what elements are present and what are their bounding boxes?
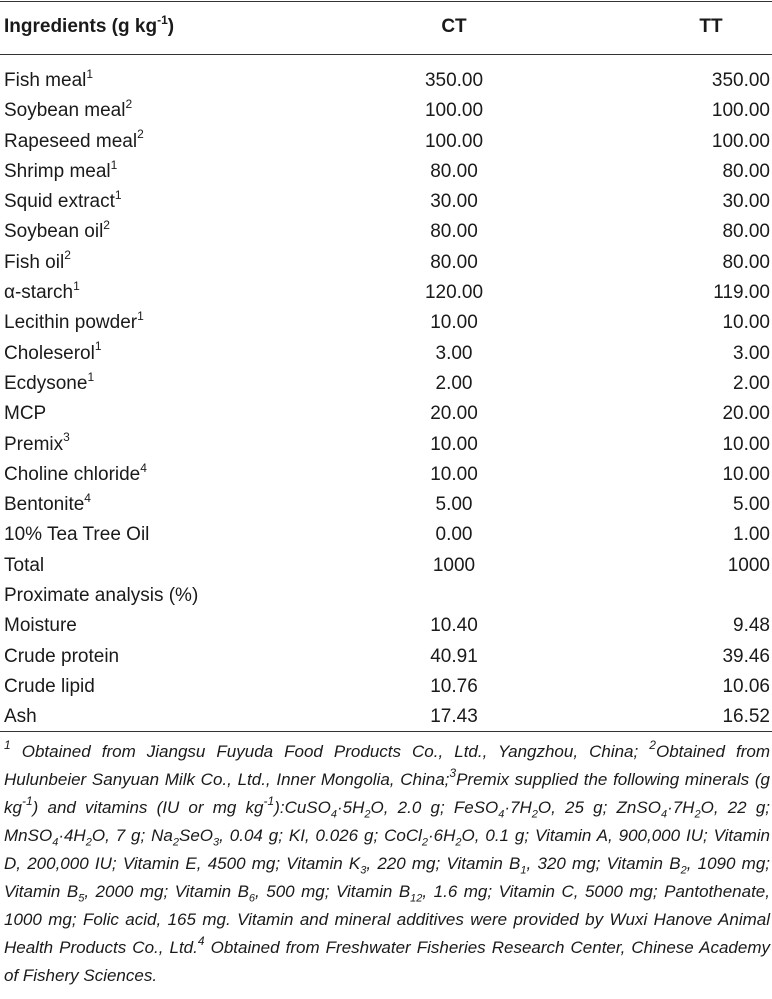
table-row (0, 702, 772, 732)
ct-value: 10.00 (430, 312, 478, 334)
footnote-subscript: 5 (78, 892, 85, 905)
tt-value: 39.46 (722, 645, 770, 667)
ct-value: 20.00 (430, 403, 478, 425)
ingredient-label: Choleserol (4, 342, 95, 364)
footnote-text: , 1090 mg; Vitamin B (4, 854, 771, 901)
ingredient-name (4, 460, 147, 490)
footnote-subscript: 2 (531, 808, 538, 821)
table-bottom-rule (0, 731, 772, 732)
table-row (0, 248, 772, 278)
ct-value: 2.00 (435, 372, 473, 394)
footnote-superscript: -1 (263, 794, 275, 809)
table-row (0, 127, 772, 157)
ingredient-name (4, 127, 144, 157)
tt-value: 350.00 (711, 70, 770, 91)
ingredient-name (4, 278, 80, 308)
ct-value: 40.91 (430, 645, 478, 667)
ingredient-name (4, 187, 122, 217)
footnote-marker: 2 (103, 218, 110, 233)
tt-value: 5.00 (733, 494, 770, 516)
footnote-subscript: 2 (421, 836, 428, 849)
table-row (0, 642, 772, 672)
table-footnote (4, 738, 770, 990)
ingredient-name (4, 96, 132, 126)
tt-value: 20.00 (722, 403, 770, 425)
footnote-marker: 1 (86, 66, 94, 81)
ingredient-label: Ecdysone (4, 372, 88, 394)
footnote-marker: 1 (94, 339, 102, 354)
ct-value: 10.00 (430, 463, 478, 485)
ingredient-name (4, 430, 70, 460)
ingredient-name (4, 642, 119, 672)
ct-value: 3.00 (435, 342, 473, 364)
ct-value: 1000 (432, 554, 476, 576)
footnote-text: , 220 mg; Vitamin B (366, 854, 521, 873)
footnote-text: O, 7 g; Na (91, 826, 173, 845)
table-row (0, 278, 772, 308)
table-row (0, 672, 772, 702)
tt-value: 9.48 (733, 615, 770, 637)
footnote-text: ·4H (58, 826, 86, 845)
footnote-text: ·5H (337, 798, 365, 817)
header-ct: CT (441, 16, 467, 37)
ct-value: 100.00 (424, 130, 484, 152)
table-row (0, 399, 772, 429)
footnote-text: ·7H (504, 798, 532, 817)
ingredient-label: Moisture (4, 615, 77, 637)
footnote-superscript: 3 (449, 766, 457, 781)
table-top-rule (0, 1, 772, 2)
ingredient-label: Choline chloride (4, 463, 141, 485)
footnote-text: Obtained from Freshwater Fisheries Research Center, Chinese Academy of Fishery Sciences. (4, 938, 770, 985)
ingredient-label: Crude lipid (4, 675, 95, 697)
table-row (0, 490, 772, 520)
tt-value: 100.00 (711, 130, 770, 152)
footnote-text: Obtained from Jiangsu Fuyuda Food Products Co., Ltd., Yangzhou, China; (10, 742, 650, 761)
ingredient-label: Soybean meal (4, 100, 126, 122)
footnote-marker: 4 (140, 460, 147, 475)
footnote-text: O, 2.0 g; FeSO (370, 798, 499, 817)
table-row (0, 611, 772, 641)
tt-value: 80.00 (722, 221, 770, 243)
footnote-subscript: 4 (660, 808, 668, 821)
ingredient-label: 10% Tea Tree Oil (4, 524, 150, 546)
footnote-superscript: 4 (197, 934, 205, 949)
ct-value: 17.43 (430, 706, 478, 728)
ingredient-label: Ash (4, 706, 37, 728)
ingredient-label: Rapeseed meal (4, 130, 138, 152)
table-row (0, 187, 772, 217)
footnote-marker: 1 (114, 187, 122, 202)
tt-value: 1000 (727, 554, 770, 576)
footnote-text: ):CuSO (274, 798, 331, 817)
footnote-superscript: 2 (649, 738, 656, 753)
tt-value: 10.00 (722, 463, 770, 485)
footnote-superscript: -1 (21, 794, 33, 809)
footnote-marker: 1 (73, 278, 80, 293)
ingredient-name (4, 490, 91, 520)
footnote-marker: 4 (84, 490, 91, 505)
tt-value: 2.00 (733, 372, 770, 394)
ingredient-label: MCP (4, 403, 47, 425)
footnote-subscript: 2 (680, 864, 687, 877)
footnote-marker: 1 (87, 369, 95, 384)
footnote-text: Obtained from Hulunbeier Sanyuan Milk Co., Ltd., Inner Mongolia, China; (4, 742, 770, 789)
header-tt: TT (699, 16, 723, 37)
table-row (0, 308, 772, 338)
tt-value: 80.00 (722, 251, 770, 273)
footnote-subscript: 2 (455, 836, 462, 849)
footnote-text: SeO (179, 826, 214, 845)
tt-value: 10.06 (722, 675, 770, 697)
ingredient-name (4, 217, 110, 247)
ct-value: 0.00 (435, 524, 473, 546)
ingredient-name (4, 399, 46, 429)
ingredient-label: Crude protein (4, 645, 120, 667)
footnote-subscript: 3 (360, 864, 367, 877)
footnote-subscript: 2 (694, 808, 701, 821)
footnote-subscript: 12 (410, 892, 423, 905)
ct-value: 10.00 (430, 433, 478, 455)
footnote-superscript: 1 (4, 738, 11, 753)
footnote-marker: 2 (125, 96, 133, 111)
ingredient-label: Total (4, 554, 45, 576)
ingredient-name (4, 672, 95, 702)
table-row (0, 217, 772, 247)
tt-value: 30.00 (722, 191, 770, 213)
footnote-subscript: 4 (498, 808, 505, 821)
footnote-text: , 2000 mg; Vitamin B (84, 882, 249, 901)
ct-value: 5.00 (435, 494, 473, 516)
footnote-subscript: 3 (213, 836, 220, 849)
tt-value: 16.52 (722, 706, 770, 728)
ingredient-label: Proximate analysis (%) (4, 585, 199, 607)
table-row (0, 96, 772, 126)
ingredient-name (4, 369, 94, 399)
table-row (0, 339, 772, 369)
footnote-subscript: 6 (248, 892, 256, 905)
table-row (0, 430, 772, 460)
ct-value: 350.00 (424, 70, 484, 91)
ct-value: 100.00 (424, 100, 484, 122)
header-ingredients: Ingredients (g $kg^{-1}$) (4, 12, 175, 37)
ingredient-name (4, 551, 44, 581)
ct-value: 80.00 (430, 221, 478, 243)
footnote-text: O, 22 g; MnSO (4, 798, 771, 845)
tt-value: 80.00 (722, 160, 770, 182)
ct-value: 10.40 (430, 615, 478, 637)
footnote-marker: 2 (137, 127, 144, 142)
footnote-subscript: 4 (52, 836, 59, 849)
ingredient-name (4, 702, 37, 732)
footnote-marker: 1 (137, 309, 144, 324)
ingredient-name (4, 520, 149, 550)
ct-value: 80.00 (430, 160, 478, 182)
footnote-text: , 0.04 g; KI, 0.026 g; CoCl (219, 826, 422, 845)
tt-value: 10.00 (722, 433, 770, 455)
table-row (0, 520, 772, 550)
tt-value: 10.00 (722, 312, 770, 334)
ct-value: 30.00 (430, 191, 478, 213)
tt-value: 119.00 (713, 282, 770, 304)
ingredient-name (4, 157, 117, 187)
ingredient-label: Soybean oil (4, 221, 104, 243)
ingredient-name (4, 66, 93, 96)
ct-value: 80.00 (430, 251, 478, 273)
footnote-text: , 500 mg; Vitamin B (255, 882, 411, 901)
ct-value: 10.76 (430, 675, 478, 697)
ingredient-name (4, 581, 198, 611)
footnote-marker: 2 (64, 248, 71, 263)
footnote-text: ) and vitamins (IU or mg kg (32, 798, 264, 817)
footnote-subscript: 2 (172, 836, 179, 849)
footnote-text: ·6H (428, 826, 456, 845)
table-row (0, 460, 772, 490)
ingredient-name (4, 611, 77, 641)
footnote-marker: 1 (110, 157, 118, 172)
ingredient-label: Shrimp meal (4, 160, 111, 182)
ingredient-label: Fish meal (4, 70, 87, 91)
table-row (0, 551, 772, 581)
footnote-marker: 3 (63, 430, 70, 445)
footnote-subscript: 1 (520, 864, 527, 877)
ingredient-label: Squid extract (4, 191, 115, 213)
footnote-text: Premix supplied the following minerals (g kg (4, 770, 770, 817)
ingredient-label: Premix (4, 433, 64, 455)
ingredient-label: Fish oil (4, 251, 65, 273)
footnote-text: O, 0.1 g; Vitamin A, 900,000 IU; Vitamin D, 200,000 IU; Vitamin E, 4500 mg; Vitamin K (4, 826, 770, 873)
table-row (0, 157, 772, 187)
ingredient-name (4, 339, 102, 369)
ingredient-name (4, 248, 71, 278)
table-body (0, 66, 772, 733)
ingredient-name (4, 308, 144, 338)
footnote-subscript: 4 (330, 808, 337, 821)
tt-value: 1.00 (733, 524, 770, 546)
table-row (0, 581, 772, 611)
table-header-rule (0, 54, 772, 55)
footnote-text: ·7H (667, 798, 695, 817)
ingredient-label: α-starch (4, 282, 74, 304)
footnote-subscript: 2 (364, 808, 371, 821)
tt-value: 3.00 (733, 342, 770, 364)
footnote-subscript: 2 (85, 836, 92, 849)
table-row (0, 66, 772, 96)
ingredient-label: Bentonite (4, 494, 85, 516)
footnote-text: , 320 mg; Vitamin B (526, 854, 681, 873)
tt-value: 100.00 (711, 100, 770, 122)
table-row (0, 369, 772, 399)
ct-value: 120.00 (424, 282, 484, 304)
footnote-text: , 1.6 mg; Vitamin C, 5000 mg; Pantothenate, 1000 mg; Folic acid, 165 mg. Vitamin and mineral additives were provided by Wuxi Hanove Animal Health Products Co., Ltd. (4, 882, 770, 957)
ingredient-label: Lecithin powder (4, 312, 138, 334)
footnote-text: O, 25 g; ZnSO (537, 798, 661, 817)
